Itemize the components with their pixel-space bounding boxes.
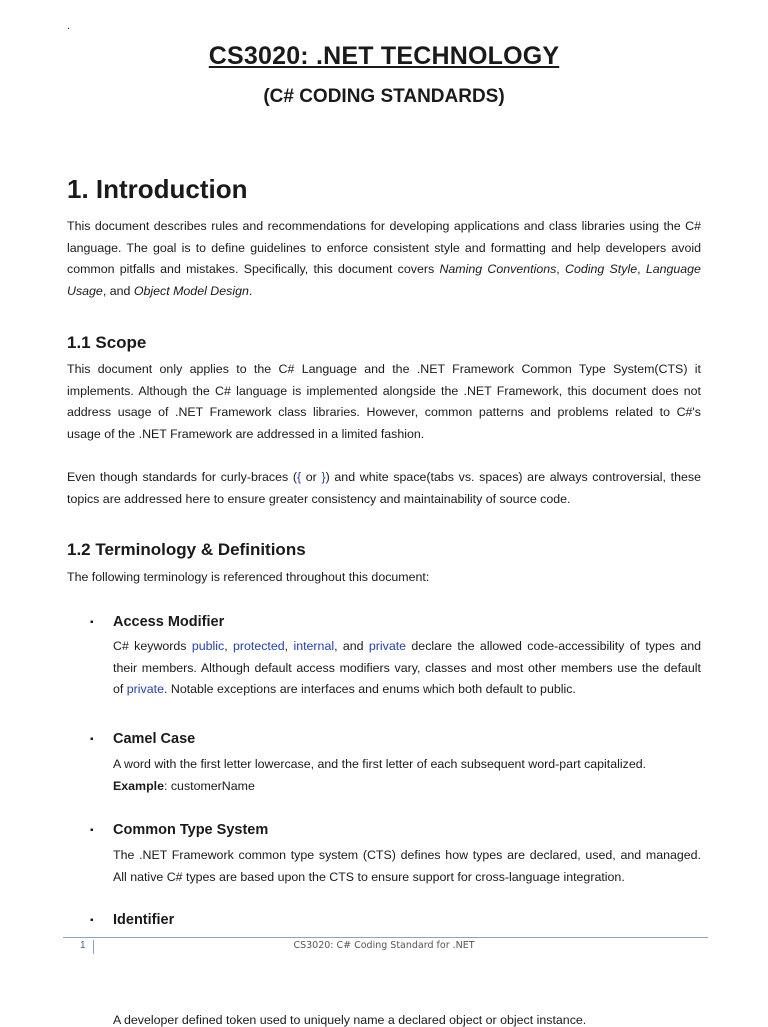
keyword-public: public — [191, 639, 225, 653]
scope-line-2: implements. Although the C# language is implemented alongside the .NET Framework, this document does not — [67, 383, 701, 398]
footer-divider — [63, 937, 708, 938]
example-label: Example — [113, 778, 164, 793]
def-common-type-system — [113, 845, 701, 888]
def-cts-line-1: The .NET Framework common type system (CTS) defines how types are declared, used, and managed. — [113, 848, 701, 862]
bullet-icon: ▪ — [90, 617, 94, 628]
object-model-design: Object Model Design — [133, 283, 249, 298]
document-title: CS3020: .NET TECHNOLOGY — [208, 42, 560, 70]
coding-style: Coding Style — [565, 262, 638, 276]
term-identifier: Identifier — [113, 912, 175, 928]
terminology-intro: The following terminology is referenced throughout this document: — [67, 570, 430, 584]
heading-scope: 1.1 Scope — [67, 333, 147, 352]
heading-introduction: 1. Introduction — [67, 174, 248, 204]
scope-line-4: usage of the .NET Framework are addressed in a limited fashion. — [67, 426, 425, 441]
scope-paragraph-2 — [67, 467, 701, 510]
def-camel-case — [113, 754, 701, 797]
bullet-icon: ▪ — [90, 825, 94, 836]
usage: Usage — [67, 283, 103, 298]
keyword-private: private — [368, 639, 407, 653]
keyword-protected: protected — [233, 639, 285, 653]
heading-terminology: 1.2 Terminology & Definitions — [67, 540, 306, 559]
bullet-icon: ▪ — [90, 915, 94, 926]
scope-line-1: This document only applies to the C# Language and the .NET Framework Common Type System(CTS) it — [67, 362, 701, 376]
term-camel-case: Camel Case — [113, 731, 196, 747]
naming-conventions: Naming Conventions — [439, 262, 557, 276]
term-common-type-system: Common Type System — [113, 822, 269, 838]
scope-paragraph — [67, 359, 701, 445]
scope-p2-line-1: Even though standards for curly-braces ({ or }) and white space(tabs vs. spaces) are always controversial, these — [67, 470, 701, 484]
intro-paragraph — [67, 216, 701, 302]
intro-line-1: This document describes rules and recommendations for developing applications and class libraries using the C# — [67, 219, 701, 233]
page-dot: . — [67, 20, 71, 32]
curly-brace-close: } — [321, 470, 326, 484]
intro-line-4: Usage, and Object Model Design. — [67, 283, 253, 298]
def-access-line-2: their members. Although default access modifiers vary, classes and most other members use the default — [113, 660, 701, 675]
footer-title: CS3020: C# Coding Standard for .NET — [293, 940, 475, 951]
language: Language — [645, 262, 701, 276]
bullet-icon: ▪ — [90, 734, 94, 745]
def-camel-line-1: A word with the first letter lowercase, and the first letter of each subsequent word-part capitalized. — [113, 757, 647, 771]
def-cts-line-2: All native C# types are based upon the CTS to ensure support for cross-language integration. — [113, 869, 625, 884]
keyword-private: private — [126, 682, 164, 696]
intro-line-3: common pitfalls and mistakes. Specifically, this document covers Naming Conventions, Coding Style, Language — [67, 262, 701, 276]
def-access-line-3: of private. Notable exceptions are interfaces and enums which both default to public. — [113, 682, 576, 696]
intro-line-2: language. The goal is to define guidelines to enforce consistent style and formatting and help developers avoid — [67, 240, 701, 255]
def-camel-example: Example: customerName — [113, 778, 255, 793]
footer-page-number: 1 — [80, 940, 94, 954]
scope-line-3: address usage of .NET Framework class libraries. However, common patterns and problems related to C#'s — [67, 405, 701, 419]
def-access-line-1: C# keywords public, protected, internal, and private declare the allowed code-accessibility of types and — [113, 639, 701, 653]
def-identifier: A developer defined token used to uniquely name a declared object or object instance. — [113, 1013, 587, 1027]
scope-p2-line-2: topics are addressed here to ensure greater consistency and maintainability of source code. — [67, 491, 571, 506]
def-access-modifier — [113, 636, 701, 701]
document-subtitle: (C# CODING STANDARDS) — [263, 86, 505, 107]
curly-brace-open: { — [296, 470, 302, 484]
keyword-internal: internal — [293, 639, 335, 653]
term-access-modifier: Access Modifier — [113, 614, 225, 630]
